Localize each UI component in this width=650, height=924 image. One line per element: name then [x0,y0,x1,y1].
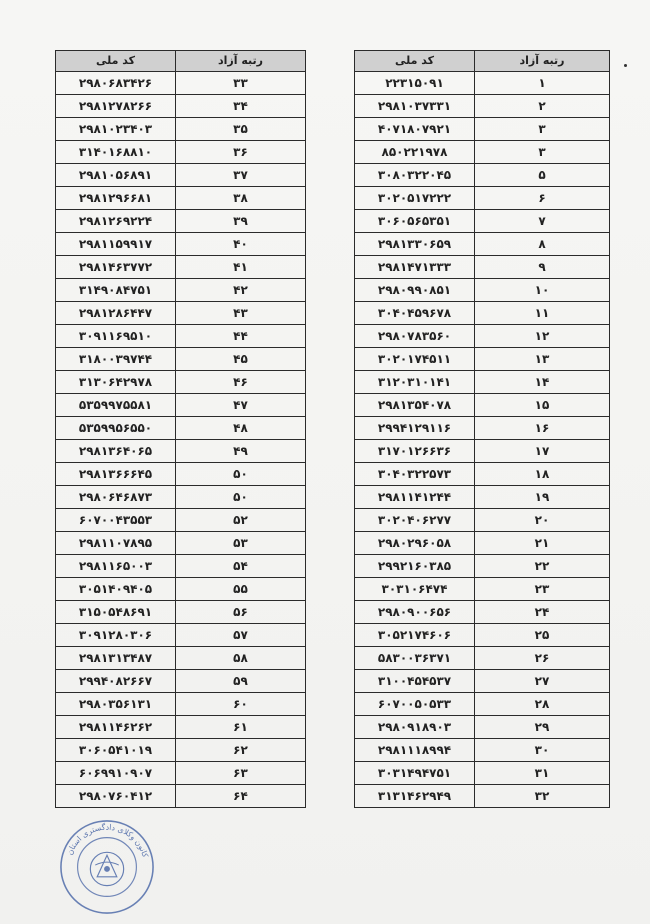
national-code-cell: ۳۱۳۰۶۴۲۹۷۸ [56,371,176,394]
rank-cell: ۴۰ [176,233,306,256]
table-row [355,417,610,440]
table-row [355,601,610,624]
national-code-cell: ۳۰۹۱۱۶۹۵۱۰ [56,325,176,348]
table-row [56,233,306,256]
table-row [56,693,306,716]
table-row [56,187,306,210]
national-code-cell: ۲۹۸۰۷۶۰۴۱۲ [56,785,176,808]
national-code-cell: ۲۹۸۰۳۵۶۱۳۱ [56,693,176,716]
rank-cell: ۹ [475,256,610,279]
rank-cell: ۵۶ [176,601,306,624]
rank-cell: ۳۳ [176,72,306,95]
national-code-cell: ۲۹۸۱۲۶۹۲۲۴ [56,210,176,233]
rank-cell: ۵۷ [176,624,306,647]
stamp-text: کانون وکلای دادگستری استان [65,822,150,859]
rank-cell: ۵۰ [176,486,306,509]
national-code-cell: ۶۰۶۹۹۱۰۹۰۷ [56,762,176,785]
table-row [56,95,306,118]
table-row [56,601,306,624]
national-code-cell: ۲۹۸۰۷۸۳۵۶۰ [355,325,475,348]
table-row [56,463,306,486]
rank-column-header: رتبه آزاد [475,51,610,72]
table-row [355,578,610,601]
rank-cell: ۴۴ [176,325,306,348]
rank-cell: ۵۳ [176,532,306,555]
table-row [355,256,610,279]
table-row [56,440,306,463]
table-row [355,716,610,739]
rank-cell: ۶۲ [176,739,306,762]
table-row [56,371,306,394]
rank-cell: ۱۱ [475,302,610,325]
rank-cell: ۴۶ [176,371,306,394]
table-row [56,762,306,785]
rank-cell: ۲ [475,95,610,118]
rank-cell: ۴۱ [176,256,306,279]
rank-cell: ۱۷ [475,440,610,463]
table-row [355,440,610,463]
table-row [56,624,306,647]
rank-cell: ۲۳ [475,578,610,601]
emblem-icon [90,852,123,885]
national-code-cell: ۲۹۸۰۹۱۸۹۰۳ [355,716,475,739]
national-code-cell: ۳۰۵۲۱۷۴۶۰۶ [355,624,475,647]
rank-cell: ۳۸ [176,187,306,210]
national-code-cell: ۲۹۸۰۹۹۰۸۵۱ [355,279,475,302]
national-code-cell: ۳۱۴۰۱۶۸۸۱۰ [56,141,176,164]
rank-cell: ۲۶ [475,647,610,670]
national-code-cell: ۳۰۵۱۴۰۹۴۰۵ [56,578,176,601]
table-row [355,394,610,417]
table-row [355,302,610,325]
national-code-cell: ۳۰۴۰۴۵۹۶۷۸ [355,302,475,325]
rank-cell: ۴۷ [176,394,306,417]
national-code-cell: ۲۹۹۴۱۲۹۱۱۶ [355,417,475,440]
rank-cell: ۳۹ [176,210,306,233]
rank-cell: ۳ [475,118,610,141]
results-table-right [354,50,610,808]
national-code-cell: ۵۳۵۹۹۵۶۵۵۰ [56,417,176,440]
national-code-cell: ۳۰۹۱۲۸۰۳۰۶ [56,624,176,647]
national-code-cell: ۳۱۵۰۵۴۸۶۹۱ [56,601,176,624]
national-code-cell: ۶۰۷۰۰۵۰۵۳۳ [355,693,475,716]
svg-text:کانون وکلای دادگستری استان [65,822,150,859]
rank-cell: ۲۷ [475,670,610,693]
table-row [56,118,306,141]
national-code-cell: ۳۱۳۱۴۶۲۹۴۹ [355,785,475,808]
national-code-cell: ۲۹۸۰۲۹۶۰۵۸ [355,532,475,555]
table-row [56,141,306,164]
table-row [56,532,306,555]
table-row [355,187,610,210]
table-row [56,164,306,187]
rank-cell: ۵۹ [176,670,306,693]
rank-cell: ۱ [475,72,610,95]
rank-cell: ۶۰ [176,693,306,716]
table-row [56,509,306,532]
table-row [355,624,610,647]
table-row [355,95,610,118]
national-code-cell: ۳۰۳۱۴۹۴۷۵۱ [355,762,475,785]
rank-cell: ۳۲ [475,785,610,808]
national-code-cell: ۲۹۸۱۳۶۶۶۴۵ [56,463,176,486]
table-row [355,509,610,532]
rank-cell: ۸ [475,233,610,256]
rank-cell: ۳۶ [176,141,306,164]
rank-cell: ۶ [475,187,610,210]
table-row [56,302,306,325]
national-code-cell: ۳۱۸۰۰۳۹۷۴۴ [56,348,176,371]
table-row [355,532,610,555]
official-seal-stamp [58,818,156,916]
national-code-cell: ۵۸۳۰۰۳۶۳۷۱ [355,647,475,670]
national-code-cell: ۲۹۸۱۴۷۱۳۳۳ [355,256,475,279]
rank-cell: ۴۳ [176,302,306,325]
rank-cell: ۵۵ [176,578,306,601]
rank-cell: ۴۹ [176,440,306,463]
table-header-row [355,51,610,72]
table-row [56,578,306,601]
national-code-cell: ۲۹۸۱۴۶۳۷۷۲ [56,256,176,279]
table-row [56,325,306,348]
national-code-cell: ۵۳۵۹۹۷۵۵۸۱ [56,394,176,417]
national-code-cell: ۲۹۸۱۱۰۷۸۹۵ [56,532,176,555]
table-row [56,555,306,578]
table-row [355,762,610,785]
table-body [355,72,610,808]
national-code-cell: ۲۹۸۱۳۵۴۰۷۸ [355,394,475,417]
code-column-header: کد ملی [56,51,176,72]
rank-cell: ۳۴ [176,95,306,118]
rank-cell: ۶۴ [176,785,306,808]
national-code-cell: ۳۱۷۰۱۲۶۶۳۶ [355,440,475,463]
table-row [355,141,610,164]
rank-column-header: رتبه آزاد [176,51,306,72]
table-row [355,233,610,256]
national-code-cell: ۲۹۸۰۹۰۰۶۵۶ [355,601,475,624]
rank-cell: ۵۸ [176,647,306,670]
rank-cell: ۲۰ [475,509,610,532]
table-row [355,371,610,394]
table-row [355,739,610,762]
table-row [355,693,610,716]
national-code-cell: ۲۹۹۲۱۶۰۳۸۵ [355,555,475,578]
table-row [355,785,610,808]
national-code-cell: ۳۰۶۰۵۶۵۳۵۱ [355,210,475,233]
national-code-cell: ۲۹۹۴۰۸۲۶۶۷ [56,670,176,693]
rank-cell: ۱۲ [475,325,610,348]
national-code-cell: ۳۰۲۰۴۰۶۲۷۷ [355,509,475,532]
ink-dot [624,64,627,67]
national-code-cell: ۲۹۸۱۳۱۳۴۸۷ [56,647,176,670]
table-row [56,394,306,417]
table-row [355,486,610,509]
national-code-cell: ۲۹۸۱۰۵۶۸۹۱ [56,164,176,187]
rank-cell: ۴۸ [176,417,306,440]
table-body [56,72,306,808]
national-code-cell: ۲۹۸۱۲۹۶۶۸۱ [56,187,176,210]
national-code-cell: ۲۹۸۱۱۴۶۲۶۲ [56,716,176,739]
rank-cell: ۲۲ [475,555,610,578]
table-row [56,417,306,440]
rank-cell: ۱۹ [475,486,610,509]
rank-cell: ۶۳ [176,762,306,785]
national-code-cell: ۳۰۸۰۳۲۲۰۴۵ [355,164,475,187]
national-code-cell: ۲۹۸۱۳۶۴۰۶۵ [56,440,176,463]
national-code-cell: ۲۹۸۱۱۱۸۹۹۴ [355,739,475,762]
national-code-cell: ۲۲۳۱۵۰۹۱ [355,72,475,95]
code-column-header: کد ملی [355,51,475,72]
rank-cell: ۵ [475,164,610,187]
rank-cell: ۶۱ [176,716,306,739]
national-code-cell: ۲۹۸۱۱۵۹۹۱۷ [56,233,176,256]
rank-cell: ۲۴ [475,601,610,624]
rank-cell: ۲۹ [475,716,610,739]
national-code-cell: ۲۹۸۱۲۷۸۲۶۶ [56,95,176,118]
national-code-cell: ۲۹۸۱۰۳۷۳۳۱ [355,95,475,118]
national-code-cell: ۳۱۴۹۰۸۴۷۵۱ [56,279,176,302]
rank-cell: ۱۴ [475,371,610,394]
rank-cell: ۱۰ [475,279,610,302]
table-row [56,785,306,808]
rank-cell: ۲۱ [475,532,610,555]
table-row [56,670,306,693]
rank-cell: ۵۴ [176,555,306,578]
table-row [355,279,610,302]
rank-cell: ۳۷ [176,164,306,187]
national-code-cell: ۳۰۲۰۱۷۴۵۱۱ [355,348,475,371]
results-table-left [55,50,306,808]
rank-cell: ۱۸ [475,463,610,486]
table-row [355,348,610,371]
rank-cell: ۱۶ [475,417,610,440]
national-code-cell: ۳۰۲۰۵۱۷۲۲۲ [355,187,475,210]
table-row [355,210,610,233]
rank-cell: ۴۲ [176,279,306,302]
national-code-cell: ۲۹۸۰۶۸۳۴۲۶ [56,72,176,95]
table-row [355,72,610,95]
table-row [355,555,610,578]
national-code-cell: ۳۱۲۰۳۱۰۱۴۱ [355,371,475,394]
national-code-cell: ۸۵۰۲۲۱۹۷۸ [355,141,475,164]
table-row [56,348,306,371]
national-code-cell: ۲۹۸۱۱۴۱۲۴۴ [355,486,475,509]
rank-cell: ۲۸ [475,693,610,716]
rank-cell: ۱۳ [475,348,610,371]
national-code-cell: ۲۹۸۱۲۸۶۴۴۷ [56,302,176,325]
rank-cell: ۴۵ [176,348,306,371]
national-code-cell: ۲۹۸۱۰۲۳۴۰۳ [56,118,176,141]
table-row [56,647,306,670]
table-row [56,486,306,509]
table-row [56,716,306,739]
national-code-cell: ۲۹۸۱۱۶۵۰۰۳ [56,555,176,578]
national-code-cell: ۳۰۳۱۰۶۴۷۴ [355,578,475,601]
rank-cell: ۷ [475,210,610,233]
table-row [355,118,610,141]
table-row [355,463,610,486]
rank-cell: ۳۵ [176,118,306,141]
rank-cell: ۵۲ [176,509,306,532]
table-row [355,647,610,670]
national-code-cell: ۳۱۰۰۴۵۴۵۳۷ [355,670,475,693]
national-code-cell: ۳۰۶۰۵۴۱۰۱۹ [56,739,176,762]
table-row [56,72,306,95]
rank-cell: ۱۵ [475,394,610,417]
table-row [56,256,306,279]
national-code-cell: ۲۹۸۰۶۴۶۸۷۳ [56,486,176,509]
table-row [355,670,610,693]
table-row [355,325,610,348]
table-row [56,210,306,233]
rank-cell: ۳۰ [475,739,610,762]
rank-cell: ۵۰ [176,463,306,486]
table-row [56,739,306,762]
rank-cell: ۳ [475,141,610,164]
national-code-cell: ۳۰۴۰۳۲۲۵۷۳ [355,463,475,486]
national-code-cell: ۶۰۷۰۰۴۳۵۵۳ [56,509,176,532]
table-row [355,164,610,187]
table-row [56,279,306,302]
rank-cell: ۳۱ [475,762,610,785]
national-code-cell: ۴۰۷۱۸۰۷۹۲۱ [355,118,475,141]
national-code-cell: ۲۹۸۱۳۳۰۶۵۹ [355,233,475,256]
rank-cell: ۲۵ [475,624,610,647]
table-header-row [56,51,306,72]
